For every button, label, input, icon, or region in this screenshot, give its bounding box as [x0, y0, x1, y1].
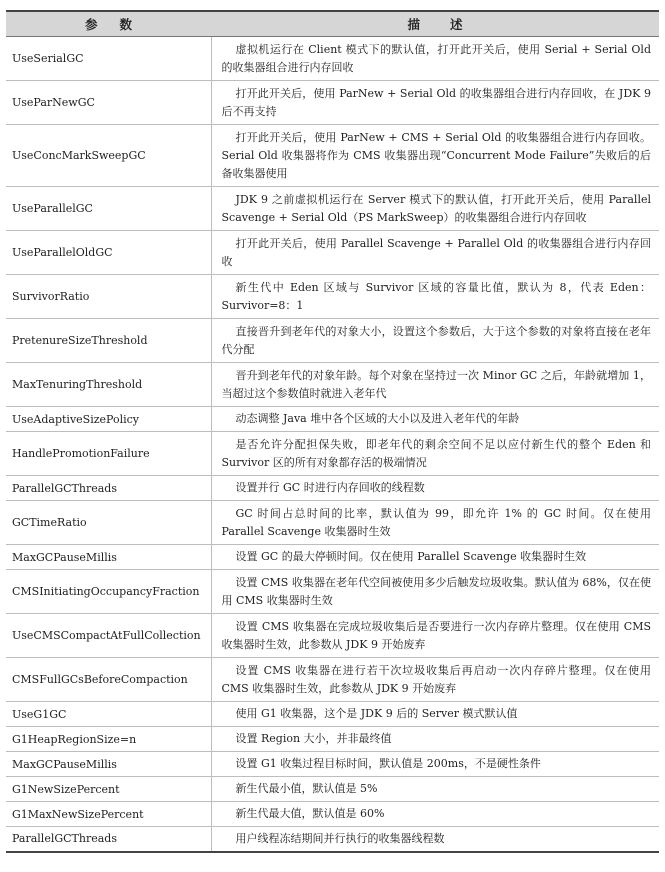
header-desc: 描述: [211, 11, 659, 37]
param-name: G1HeapRegionSize=n: [6, 727, 211, 752]
param-desc: 直接晋升到老年代的对象大小，设置这个参数后，大于这个参数的对象将直接在老年代分配: [211, 319, 659, 363]
table-row: [6, 407, 659, 432]
param-name: MaxGCPauseMillis: [6, 545, 211, 570]
table-row: [6, 231, 659, 275]
param-name: HandlePromotionFailure: [6, 432, 211, 476]
table-row: [6, 275, 659, 319]
param-desc: 动态调整 Java 堆中各个区域的大小以及进入老年代的年龄: [211, 407, 659, 432]
param-desc: 设置 G1 收集过程目标时间，默认值是 200ms，不是硬性条件: [211, 752, 659, 777]
param-name: ParallelGCThreads: [6, 827, 211, 852]
table-row: [6, 827, 659, 852]
table-row: [6, 476, 659, 501]
gc-parameter-table: [6, 10, 659, 853]
table-row: [6, 545, 659, 570]
param-desc: 设置 CMS 收集器在老年代空间被使用多少后触发垃圾收集。默认值为 68%，仅在使用 CMS 收集器时生效: [211, 570, 659, 614]
param-name: UseParNewGC: [6, 81, 211, 125]
param-desc: 新生代中 Eden 区域与 Survivor 区域的容量比值，默认为 8，代表 Eden：Survivor=8：1: [211, 275, 659, 319]
param-name: GCTimeRatio: [6, 501, 211, 545]
table-row: [6, 125, 659, 187]
param-desc: 打开此开关后，使用 ParNew + CMS + Serial Old 的收集器组合进行内存回收。Serial Old 收集器将作为 CMS 收集器出现“Concurrent Mode Failure”失败后的后备收集器使用: [211, 125, 659, 187]
table-row: [6, 187, 659, 231]
param-name: UseAdaptiveSizePolicy: [6, 407, 211, 432]
table-header: [6, 11, 659, 37]
param-desc: 新生代最大值，默认值是 60%: [211, 802, 659, 827]
param-desc: GC 时间占总时间的比率，默认值为 99，即允许 1% 的 GC 时间。仅在使用 Parallel Scavenge 收集器时生效: [211, 501, 659, 545]
table-row: [6, 614, 659, 658]
param-desc: 使用 G1 收集器，这个是 JDK 9 后的 Server 模式默认值: [211, 702, 659, 727]
table-row: [6, 570, 659, 614]
param-desc: 设置 Region 大小，并非最终值: [211, 727, 659, 752]
param-desc: 打开此开关后，使用 ParNew + Serial Old 的收集器组合进行内存回收，在 JDK 9 后不再支持: [211, 81, 659, 125]
param-name: CMSInitiatingOccupancyFraction: [6, 570, 211, 614]
param-name: SurvivorRatio: [6, 275, 211, 319]
param-desc: 虚拟机运行在 Client 模式下的默认值，打开此开关后，使用 Serial + Serial Old 的收集器组合进行内存回收: [211, 37, 659, 81]
header-param: 参数: [6, 11, 211, 37]
table-row: [6, 752, 659, 777]
param-desc: JDK 9 之前虚拟机运行在 Server 模式下的默认值，打开此开关后，使用 Parallel Scavenge + Serial Old（PS MarkSweep）的收集器组合进行内存回收: [211, 187, 659, 231]
table-row: [6, 363, 659, 407]
param-desc: 打开此开关后，使用 Parallel Scavenge + Parallel Old 的收集器组合进行内存回收: [211, 231, 659, 275]
param-desc: 用户线程冻结期间并行执行的收集器线程数: [211, 827, 659, 852]
table-row: [6, 319, 659, 363]
param-desc: 设置 GC 的最大停顿时间。仅在使用 Parallel Scavenge 收集器时生效: [211, 545, 659, 570]
table-row: [6, 727, 659, 752]
param-name: UseParallelGC: [6, 187, 211, 231]
param-name: ParallelGCThreads: [6, 476, 211, 501]
param-name: UseConcMarkSweepGC: [6, 125, 211, 187]
param-desc: 晋升到老年代的对象年龄。每个对象在坚持过一次 Minor GC 之后，年龄就增加 1，当超过这个参数值时就进入老年代: [211, 363, 659, 407]
table-row: [6, 432, 659, 476]
param-name: MaxGCPauseMillis: [6, 752, 211, 777]
param-desc: 是否允许分配担保失败，即老年代的剩余空间不足以应付新生代的整个 Eden 和 Survivor 区的所有对象都存活的极端情况: [211, 432, 659, 476]
table-body: [6, 37, 659, 852]
param-desc: 设置 CMS 收集器在完成垃圾收集后是否要进行一次内存碎片整理。仅在使用 CMS 收集器时生效，此参数从 JDK 9 开始废弃: [211, 614, 659, 658]
param-desc: 设置 CMS 收集器在进行若干次垃圾收集后再启动一次内存碎片整理。仅在使用 CMS 收集器时生效，此参数从 JDK 9 开始废弃: [211, 658, 659, 702]
table-row: [6, 702, 659, 727]
table-row: [6, 658, 659, 702]
param-name: UseParallelOldGC: [6, 231, 211, 275]
param-name: CMSFullGCsBeforeCompaction: [6, 658, 211, 702]
param-name: UseG1GC: [6, 702, 211, 727]
param-name: G1MaxNewSizePercent: [6, 802, 211, 827]
param-name: UseCMSCompactAtFullCollection: [6, 614, 211, 658]
param-name: MaxTenuringThreshold: [6, 363, 211, 407]
table-row: [6, 81, 659, 125]
param-name: PretenureSizeThreshold: [6, 319, 211, 363]
param-name: UseSerialGC: [6, 37, 211, 81]
param-desc: 设置并行 GC 时进行内存回收的线程数: [211, 476, 659, 501]
param-desc: 新生代最小值，默认值是 5%: [211, 777, 659, 802]
table-row: [6, 37, 659, 81]
param-name: G1NewSizePercent: [6, 777, 211, 802]
gc-parameter-table-container: [6, 10, 659, 853]
table-row: [6, 777, 659, 802]
table-row: [6, 802, 659, 827]
table-row: [6, 501, 659, 545]
